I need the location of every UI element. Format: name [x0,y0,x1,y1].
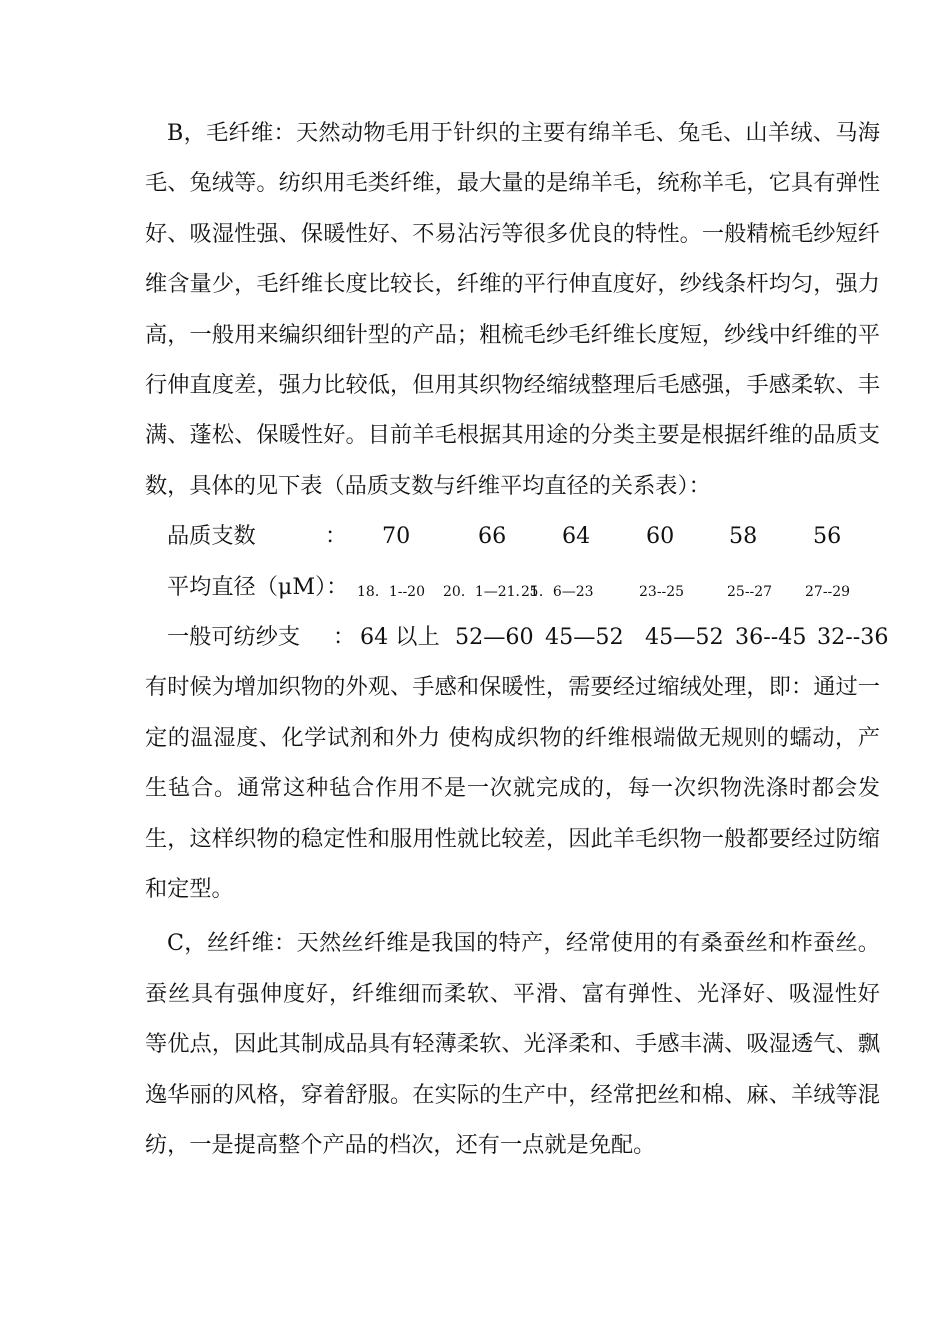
felting-paragraph: 有时候为增加织物的外观、手感和保暖性，需要经过缩绒处理，即：通过一定的温湿度、化学试剂和外力 使构成织物的纤维根端做无规则的蠕动，产生毡合。通常这种毡合作用不是一次就完成的，每一次织物洗涤时都会发生，这样织物的稳定性和服用性就比较差，因此羊毛织物一般都要经过防缩和定型。 [145,674,880,903]
table-cell: 64 以上 [360,624,440,651]
table-cell: 58 [729,523,758,550]
table-cell: 20．1—21．5 [443,583,539,600]
table-cell: 56 [813,523,842,550]
row-label: 一般可纺纱支 [167,624,301,651]
table-cell: 27--29 [805,583,851,600]
table-cell: 23--25 [639,583,685,600]
fiber-count-table [145,511,889,662]
document-page [145,108,889,1170]
section-b-paragraph: B，毛纤维：天然动物毛用于针织的主要有绵羊毛、兔毛、山羊绒、马海毛、兔绒等。纺织用毛类纤维，最大量的是绵羊毛，统称羊毛，它具有弹性好、吸湿性强、保暖性好、不易沾污等很多优良的特性。一般精梳毛纱短纤维含量少，毛纤维长度比较长，纤维的平行伸直度好，纱线条杆均匀，强力高，一般用来编织细针型的产品；粗梳毛纱毛纤维长度短，纱线中纤维的平行伸直度差，强力比较低，但用其织物经缩绒整理后毛感强，手感柔软、丰满、蓬松、保暖性好。目前羊毛根据其用途的分类主要是根据纤维的品质支数，具体的见下表（品质支数与纤维平均直径的关系表）： [145,120,880,499]
table-cell: 25--27 [727,583,773,600]
row-separator: ： [325,523,348,550]
row-separator: ： [333,624,356,651]
table-cell: 70 [382,523,411,550]
table-cell: 64 [562,523,591,550]
table-cell: 45—52 [645,624,724,651]
table-row-quality-count [145,511,880,561]
table-cell: 45—52 [545,624,624,651]
row-label: 品质支数 [167,523,256,550]
table-cell: 36--45 [735,624,807,651]
table-cell: 18．1--20 [357,583,425,600]
table-cell: 21．6—23 [521,583,594,600]
table-cell: 52—60 [455,624,534,651]
table-row-spinnable-count [145,612,889,662]
table-cell: 66 [478,523,507,550]
section-c-paragraph: C，丝纤维：天然丝纤维是我国的特产，经常使用的有桑蚕丝和柞蚕丝。蚕丝具有强伸度好，纤维细而柔软、平滑、富有弹性、光泽好、吸湿性好 等优点，因此其制成品具有轻薄柔软、光泽柔和、手感丰满、吸湿透气、飘逸华丽的风格，穿着舒服。在实际的生产中，经常把丝和棉、麻、羊绒等混纺，一是提高整个产品的档次，还有一点就是免配。 [145,930,880,1159]
table-row-average-diameter [145,562,880,612]
row-label: 平均直径（μM）： [167,573,349,600]
table-cell: 32--36 [817,624,889,651]
table-cell: 60 [646,523,675,550]
